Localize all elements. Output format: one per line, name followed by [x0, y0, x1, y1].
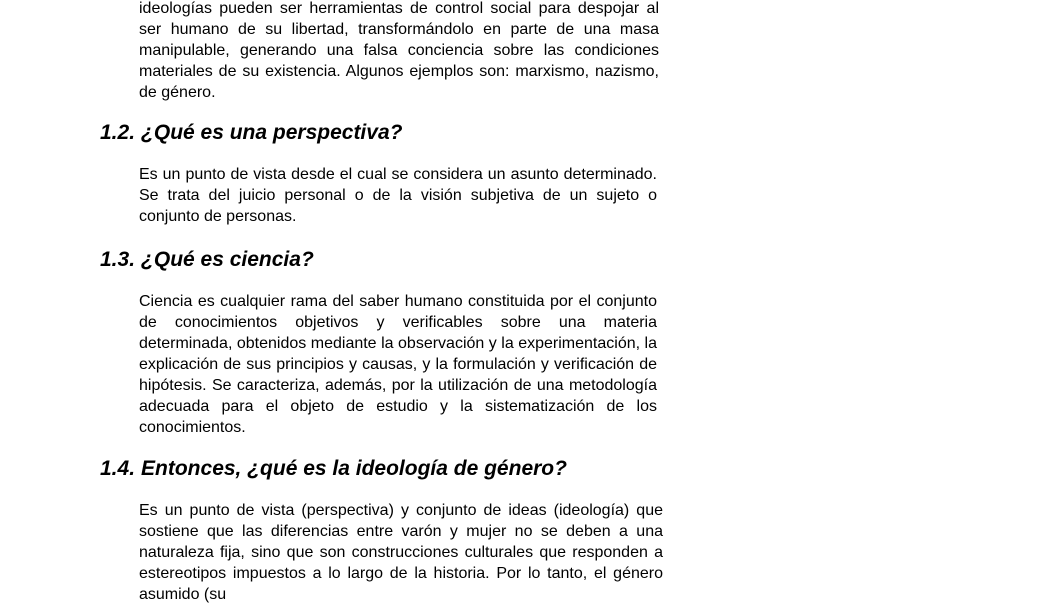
section-number: 1.2. [100, 121, 136, 144]
section-heading-1-4 [100, 456, 567, 482]
section-body-1-4: Es un punto de vista (perspectiva) y conjunto de ideas (ideología) que sostiene que las diferencias entre varón y mujer no se deben a una naturaleza fija, sino que son construcciones culturales que responden a estereotipos impuestos a lo largo de la historia. Por lo tanto, el género asumido (su [139, 502, 663, 603]
section-body-1-3: Ciencia es cualquier rama del saber humano constituida por el conjunto de conocimientos objetivos y verificables sobre una materia determinada, obtenidos mediante la observación y la experimentación, la explicación de sus principios y causas, y la formulación y verificación de hipótesis. Se caracteriza, además, por la utilización de una metodología adecuada para el objeto de estudio y la sistematización de los conocimientos. [139, 293, 657, 436]
section-body-1-2: Es un punto de vista desde el cual se considera un asunto determinado. Se trata del juicio personal o de la visión subjetiva de un sujeto o conjunto de personas. [139, 166, 657, 225]
section-number: 1.3. [100, 248, 136, 271]
section-title: ¿Qué es una perspectiva? [141, 121, 403, 144]
section-title: Entonces, ¿qué es la ideología de género? [141, 457, 567, 480]
section-heading-1-3 [100, 247, 314, 273]
section-title: ¿Qué es ciencia? [141, 248, 314, 271]
section-heading-1-2 [100, 120, 402, 146]
section-number: 1.4. [100, 457, 136, 480]
intro-paragraph: ideologías pueden ser herramientas de control social para despojar al ser humano de su libertad, transformándolo en parte de una masa manipulable, generando una falsa conciencia sobre las condiciones materiales de su existencia. Algunos ejemplos son: marxismo, nazismo, de género. [139, 0, 659, 101]
